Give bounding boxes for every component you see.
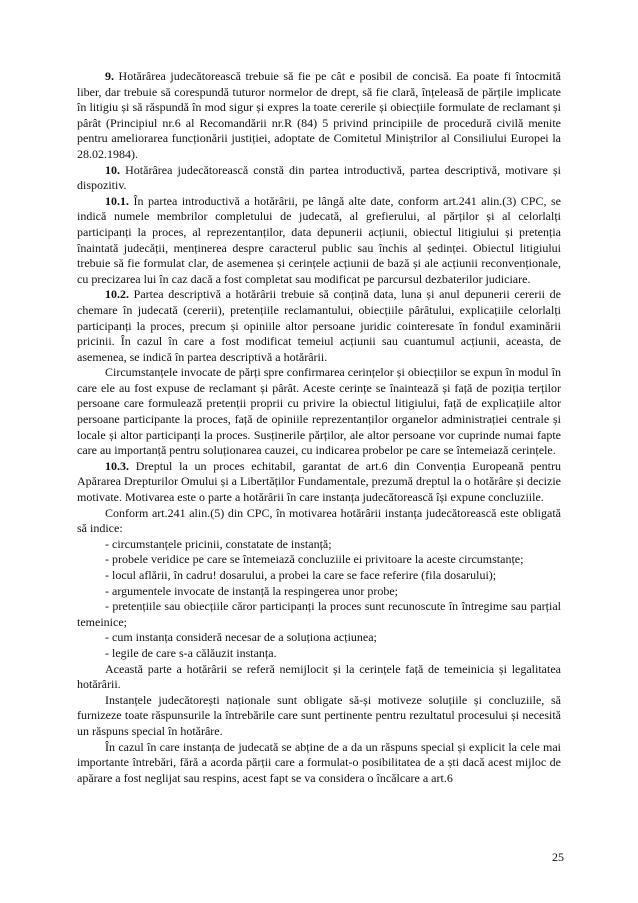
list-item: - pretențiile sau obiecțiile căror participanți la proces sunt recunoscute în întregime sau parțial temeinice; xyxy=(77,599,561,629)
paragraph-number: 9. xyxy=(105,69,114,83)
body-text xyxy=(77,69,561,786)
paragraph-art241 xyxy=(77,506,561,537)
list-item: - legile de care s-a călăuzit instanța. xyxy=(105,645,277,660)
page-number: 25 xyxy=(552,850,564,864)
paragraph-9 xyxy=(77,69,561,163)
paragraph-text: Hotărârea judecătorească constă din partea introductivă, partea descriptivă, motivare și dispozitiv. xyxy=(77,162,561,193)
paragraph-violation: În cazul în care instanța de judecată se abține de a da un răspuns special și explicit la cele mai importante întrebări, fără a acorda părții care a formulat-o posibilitatea de a ști dacă acest mijloc de apărare a fost neglijat sau respins, acest fapt se va considera o încălcare a art.6 xyxy=(77,739,561,785)
paragraph-circumstances xyxy=(77,365,561,459)
paragraph-text: În partea introductivă a hotărârii, pe lângă alte date, conform art.241 alin.(3) CPC, se indică numele membrilor completului de judecată, al grefierului, al părților și al celorlalți participanți la proces, al reprezentanților, data depunerii acțiunii, obiectul litigiului și pretenția înaintată judecății, menținerea despre caracterul public sau închis al ședinței. Obiectul litigiului trebuie să fie formulat clar, de asemenea și cerințele acțiunii de bază și ale acțiunii reconvenționale, cu precizarea lui în caz dacă a fost completat sau modificat pe parcursul dezbaterilor judiciare. xyxy=(77,193,561,286)
paragraph-text: Dreptul la un proces echitabil, garantat de art.6 din Convenția Europeană pentru Apărarea Drepturilor Omului și a Libertăților Fundamentale, prezumă dreptul la o hotărâre și decizie motivate. Motivarea este o parte a hotărârii în care instanța judecătorească își expune concluziile. xyxy=(77,458,561,505)
paragraph-10-3 xyxy=(77,459,561,506)
paragraph-10 xyxy=(77,163,561,194)
paragraph-text: Hotărârea judecătorească trebuie să fie pe cât e posibil de concisă. Ea poate fi întocmită liber, dar trebuie să corespundă tuturor normelor de drept, să fie clară, înțeleasă de părțile implicate în litigiu și să răspundă în mod sigur și expres la toate cererile și obiecțiile formulate de reclamant și pârât (Principiul nr.6 al Recomandării nr.R (84) 5 privind principiile de procedură civilă menite pentru ameliorarea funcționării justiției, adoptate de Comitetul Miniștrilor al Consiliului Europei la 28.02.1984). xyxy=(77,69,561,161)
list-item: - probele veridice pe care se întemeiază concluziile ei privitoare la aceste circumstanțe; xyxy=(105,552,524,567)
list-item: - argumentele invocate de instanță la respingerea unor probe; xyxy=(105,583,398,598)
paragraph-number: 10.2. xyxy=(105,287,129,302)
list-item: - locul aflării, în cadru! dosarului, a probei la care se face referire (fila dosarului); xyxy=(105,568,497,582)
paragraph-text: Partea descriptivă a hotărârii trebuie să conțină data, luna și anul depunerii cererii de chemare în judecată (cererii), pretențiile reclamantului, obiecțiile pârâtului, explicațiile celorlalți participanți la proces, precum și opiniile altor persoane juridic cointeresate în fondul examinării pricinii. În cazul în care a fost modificat temeiul acțiunii sau cuantumul acțiunii, aceasta, de asemenea, se indică în partea descriptivă a hotărârii. xyxy=(77,287,561,364)
paragraph-number: 10.3. xyxy=(105,458,129,473)
paragraph-national-courts: Instanțele judecătorești naționale sunt obligate să-și motiveze soluțiile și concluziile, să furnizeze toate răspunsurile la întrebările care sunt pertinente pentru rezultatul procesului și necesită un răspuns special în hotărâre. xyxy=(77,692,561,738)
list-item: - circumstanțele pricinii, constatate de instanță; xyxy=(105,536,332,551)
paragraph-text: Conform art.241 alin.(5) din CPC, în motivarea hotărârii instanța judecătorească este obligată să indice: xyxy=(77,505,561,536)
paragraph-text: Circumstanțele invocate de părți spre confirmarea cerințelor și obiecțiilor se expun în modul în care ele au fost expuse de reclamant și pârât. Aceste cerințe se înaintează și față de poziția terților persoane care formulează pretenții proprii cu privire la obiectul litigiului, față de explicațiile altor persoane participante la proces, față de opiniile reprezentanților organelor administrației centrale și locale și altor participanți la proces. Susținerile părților, ale altor persoane vor cuprinde numai fapte care au importanță pentru soluționarea cauzei, cu indicarea probelor pe care se întemeiază cerințele. xyxy=(77,365,561,458)
list-item: - cum instanța consideră necesar de a soluționa acțiunea; xyxy=(105,630,377,645)
paragraph-10-2 xyxy=(77,287,561,365)
paragraph-number: 10.1. xyxy=(105,193,129,208)
paragraph-number: 10. xyxy=(105,162,120,177)
paragraph-10-1 xyxy=(77,194,561,288)
paragraph-legality: Această parte a hotărârii se referă nemijlocit și la cerințele față de temeinicia și legalitatea hotărârii. xyxy=(77,661,561,692)
